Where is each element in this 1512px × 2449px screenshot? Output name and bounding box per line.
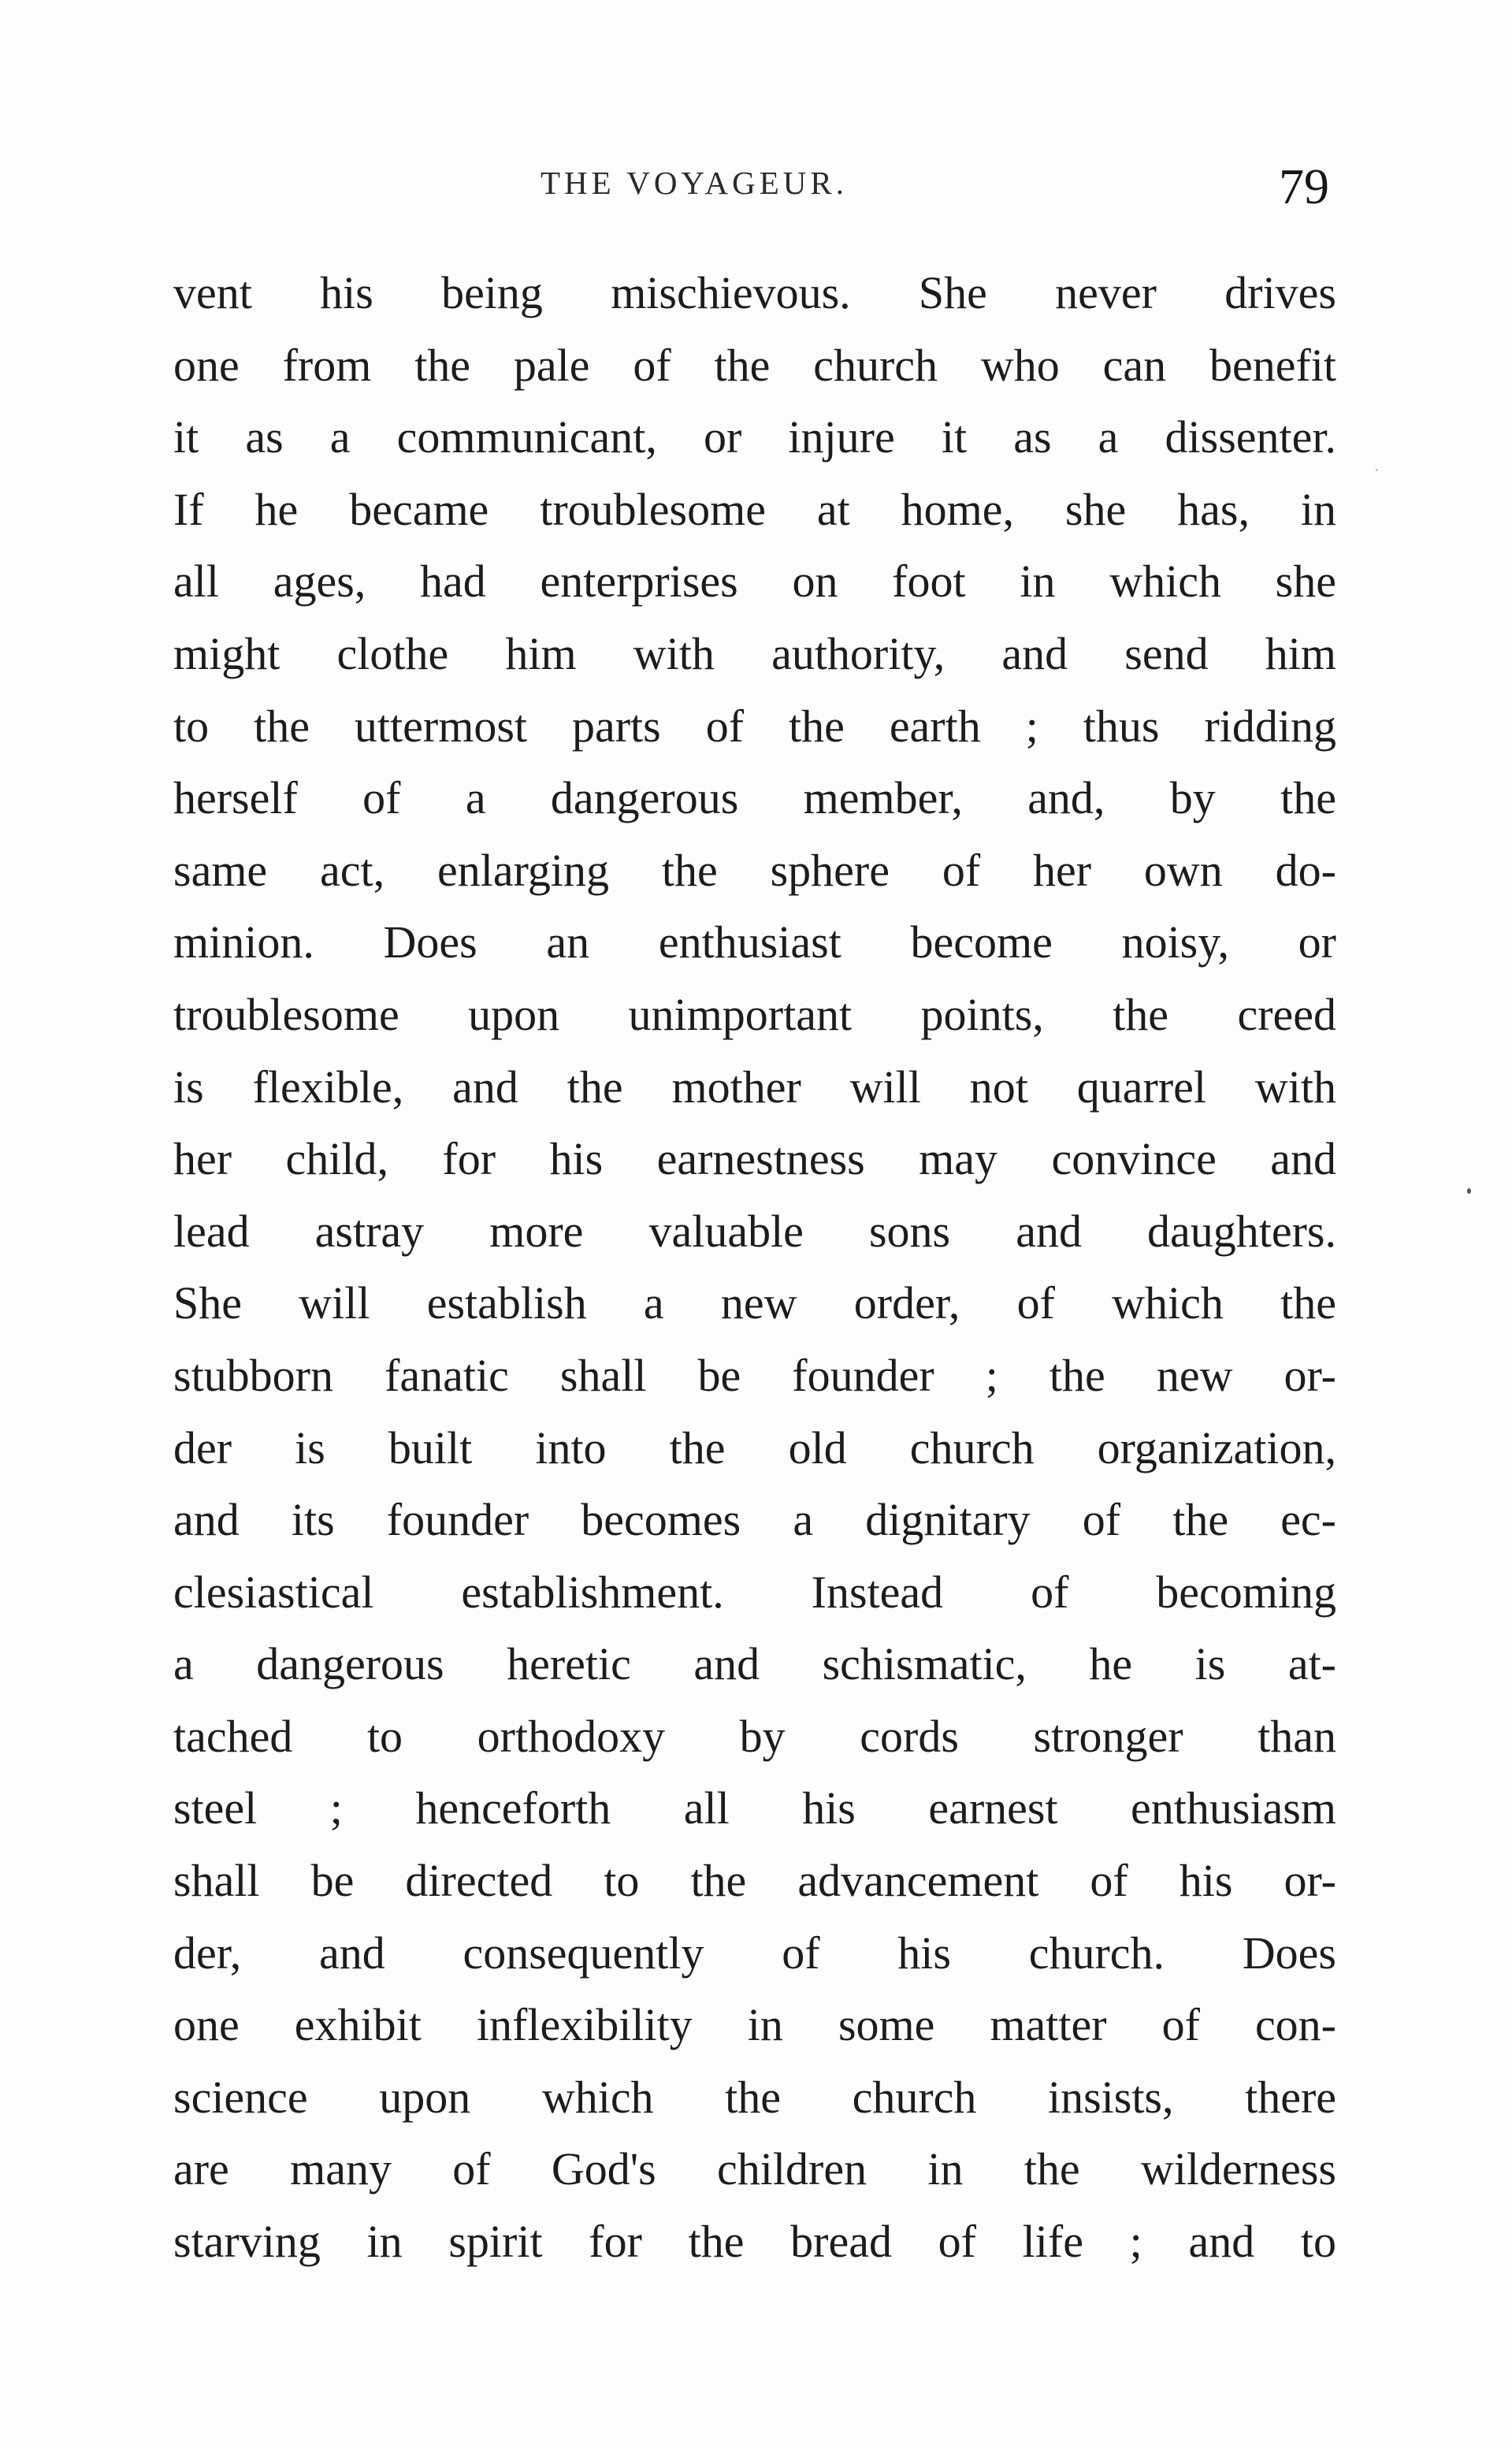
text-line: science upon which the church insists, there bbox=[173, 2071, 1336, 2123]
text-line: one from the pale of the church who can benefit bbox=[173, 339, 1336, 391]
running-title: THE VOYAGEUR. bbox=[541, 165, 848, 201]
text-line: der is built into the old church organization, bbox=[173, 1421, 1336, 1473]
text-line: der, and consequently of his church. Does bbox=[173, 1927, 1336, 1979]
text-line: might clothe him with authority, and send him bbox=[173, 627, 1336, 679]
text-line: herself of a dangerous member, and, by the bbox=[173, 772, 1336, 824]
text-line: and its founder becomes a dignitary of the ec- bbox=[173, 1494, 1336, 1546]
text-line: her child, for his earnestness may convince and bbox=[173, 1133, 1336, 1185]
text-line: are many of God's children in the wilderness bbox=[173, 2143, 1336, 2195]
paper-speck bbox=[1467, 1188, 1471, 1194]
text-line: a dangerous heretic and schismatic, he is at- bbox=[173, 1638, 1336, 1690]
paper-speck bbox=[1376, 469, 1378, 471]
text-line: vent his being mischievous. She never drives bbox=[173, 267, 1336, 318]
text-line: steel ; henceforth all his earnest enthusiasm bbox=[173, 1782, 1336, 1834]
text-line: same act, enlarging the sphere of her own do- bbox=[173, 844, 1336, 896]
text-line: stubborn fanatic shall be founder ; the new or- bbox=[173, 1349, 1336, 1401]
text-line: She will establish a new order, of which the bbox=[173, 1277, 1336, 1329]
text-line: minion. Does an enthusiast become noisy, or bbox=[173, 916, 1336, 968]
text-line: clesiastical establishment. Instead of becoming bbox=[173, 1566, 1336, 1618]
text-line: tached to orthodoxy by cords stronger than bbox=[173, 1710, 1336, 1762]
text-line: starving in spirit for the bread of life ; and to bbox=[173, 2216, 1336, 2268]
text-line: to the uttermost parts of the earth ; thus ridding bbox=[173, 700, 1336, 752]
text-line: is flexible, and the mother will not quarrel with bbox=[173, 1061, 1336, 1113]
text-line: one exhibit inflexibility in some matter of con- bbox=[173, 1999, 1336, 2051]
text-line: shall be directed to the advancement of his or- bbox=[173, 1855, 1336, 1907]
body-paragraph bbox=[173, 257, 1336, 2278]
text-line: all ages, had enterprises on foot in which she bbox=[173, 556, 1336, 608]
page-number: 79 bbox=[1279, 158, 1329, 214]
text-line: troublesome upon unimportant points, the creed bbox=[173, 988, 1336, 1040]
text-line: lead astray more valuable sons and daughters. bbox=[173, 1205, 1336, 1257]
text-line: If he became troublesome at home, she has, in bbox=[173, 483, 1336, 535]
text-line: it as a communicant, or injure it as a dissenter. bbox=[173, 411, 1336, 463]
